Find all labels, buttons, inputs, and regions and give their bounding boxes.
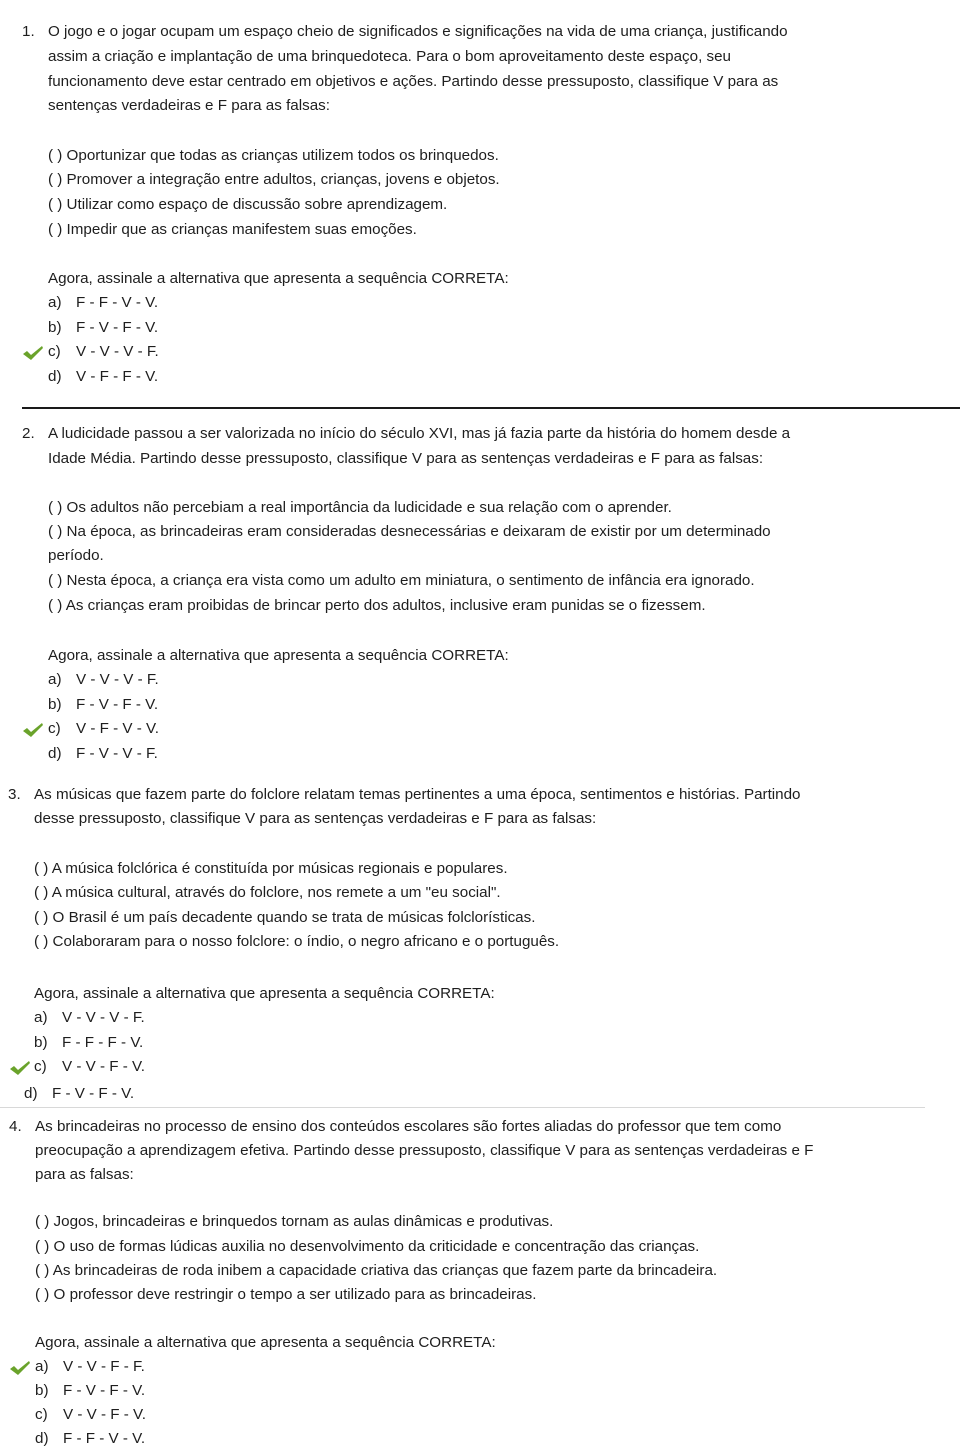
option-b[interactable] [48, 316, 158, 340]
option-letter: c) [34, 1058, 47, 1075]
option-text: F - F - F - V. [62, 1034, 144, 1051]
statement: ( ) Impedir que as crianças manifestem suas emoções. [48, 221, 417, 238]
option-letter: d) [35, 1430, 49, 1447]
option-letter: a) [34, 1009, 48, 1026]
option-a[interactable] [34, 1006, 145, 1030]
option-letter: b) [48, 319, 62, 336]
correct-check-icon [9, 1060, 31, 1076]
question-prompt-line: sentenças verdadeiras e F para as falsas: [48, 97, 330, 114]
statement: ( ) Utilizar como espaço de discussão sobre aprendizagem. [48, 196, 448, 213]
option-c[interactable] [48, 340, 159, 364]
option-letter: d) [24, 1085, 38, 1102]
question-prompt-line: funcionamento deve estar centrado em objetivos e ações. Partindo desse pressuposto, classifique V para as [48, 73, 779, 90]
option-letter: d) [48, 745, 62, 762]
option-a[interactable] [48, 291, 158, 315]
option-a[interactable] [35, 1355, 145, 1379]
option-text: F - F - V - V. [76, 294, 159, 311]
option-letter: c) [48, 720, 61, 737]
option-b[interactable] [34, 1031, 143, 1055]
instruction: Agora, assinale a alternativa que apresenta a sequência CORRETA: [48, 647, 509, 664]
option-letter: b) [48, 696, 62, 713]
option-text: V - V - F - V. [63, 1406, 146, 1423]
question-prompt-line: desse pressuposto, classifique V para as sentenças verdadeiras e F para as falsas: [34, 810, 597, 827]
correct-check-icon [22, 722, 44, 738]
instruction: Agora, assinale a alternativa que apresenta a sequência CORRETA: [35, 1334, 496, 1351]
option-letter: c) [48, 343, 61, 360]
option-text: F - V - F - V. [76, 696, 159, 713]
statement: ( ) A música cultural, através do folclore, nos remete a um "eu social". [34, 884, 501, 901]
option-text: V - V - F - V. [62, 1058, 145, 1075]
option-text: V - V - V - F. [76, 343, 159, 360]
option-text: F - V - F - V. [63, 1382, 146, 1399]
option-d[interactable] [24, 1082, 134, 1106]
option-letter: c) [35, 1406, 48, 1423]
question-prompt-line: As músicas que fazem parte do folclore relatam temas pertinentes a uma época, sentimentos e histórias. Partindo [34, 786, 801, 803]
option-letter: b) [35, 1382, 49, 1399]
statement: ( ) Nesta época, a criança era vista como um adulto em miniatura, o sentimento de infância era ignorado. [48, 572, 755, 589]
statement: ( ) Jogos, brincadeiras e brinquedos tornam as aulas dinâmicas e produtivas. [35, 1213, 554, 1230]
option-letter: d) [48, 368, 62, 385]
option-c[interactable] [48, 717, 159, 741]
question-prompt-line: O jogo e o jogar ocupam um espaço cheio de significados e significações na vida de uma criança, justificando [48, 23, 788, 40]
correct-check-icon [22, 345, 44, 361]
option-b[interactable] [48, 693, 158, 717]
option-letter: b) [34, 1034, 48, 1051]
option-a[interactable] [48, 668, 159, 692]
divider [22, 407, 960, 409]
option-d[interactable] [35, 1427, 145, 1451]
option-text: V - F - V - V. [76, 720, 159, 737]
question-prompt-line: As brincadeiras no processo de ensino dos conteúdos escolares são fortes aliadas do professor que tem como [35, 1118, 782, 1135]
option-text: F - V - F - V. [76, 319, 159, 336]
option-c[interactable] [35, 1403, 146, 1427]
question-prompt-line: A ludicidade passou a ser valorizada no início do século XVI, mas já fazia parte da história do homem desde a [48, 425, 791, 442]
option-c[interactable] [34, 1055, 145, 1079]
statement: período. [48, 547, 104, 564]
option-letter: a) [48, 294, 62, 311]
question-number: 4. [9, 1118, 22, 1135]
option-d[interactable] [48, 742, 158, 766]
option-letter: a) [35, 1358, 49, 1375]
statement: ( ) As brincadeiras de roda inibem a capacidade criativa das crianças que fazem parte da brincadeira. [35, 1262, 718, 1279]
statement: ( ) Na época, as brincadeiras eram consideradas desnecessárias e deixaram de existir por um determinado [48, 523, 771, 540]
option-text: F - V - V - F. [76, 745, 158, 762]
statement: ( ) O Brasil é um país decadente quando se trata de músicas folclorísticas. [34, 909, 536, 926]
statement: ( ) O professor deve restringir o tempo a ser utilizado para as brincadeiras. [35, 1286, 537, 1303]
statement: ( ) A música folclórica é constituída por músicas regionais e populares. [34, 860, 508, 877]
statement: ( ) Promover a integração entre adultos, crianças, jovens e objetos. [48, 171, 500, 188]
question-number: 1. [22, 23, 35, 40]
statement: ( ) Os adultos não percebiam a real importância da ludicidade e sua relação com o aprender. [48, 499, 672, 516]
statement: ( ) Colaboraram para o nosso folclore: o índio, o negro africano e o português. [34, 933, 560, 950]
statement: ( ) Oportunizar que todas as crianças utilizem todos os brinquedos. [48, 147, 499, 164]
question-prompt-line: assim a criação e implantação de uma brinquedoteca. Para o bom aproveitamento deste espaço, seu [48, 48, 731, 65]
correct-check-icon [9, 1360, 31, 1376]
statement: ( ) O uso de formas lúdicas auxilia no desenvolvimento da criticidade e concentração das crianças. [35, 1238, 700, 1255]
divider [0, 1107, 925, 1108]
option-b[interactable] [35, 1379, 145, 1403]
instruction: Agora, assinale a alternativa que apresenta a sequência CORRETA: [48, 270, 509, 287]
option-text: V - V - V - F. [62, 1009, 145, 1026]
option-text: V - V - V - F. [76, 671, 159, 688]
question-prompt-line: preocupação a aprendizagem efetiva. Partindo desse pressuposto, classifique V para as sentenças verdadeiras e F [35, 1142, 814, 1159]
question-prompt-line: Idade Média. Partindo desse pressuposto, classifique V para as sentenças verdadeiras e F para as falsas: [48, 450, 764, 467]
option-text: F - V - F - V. [52, 1085, 135, 1102]
statement: ( ) As crianças eram proibidas de brincar perto dos adultos, inclusive eram punidas se o fizessem. [48, 597, 706, 614]
option-letter: a) [48, 671, 62, 688]
question-number: 3. [8, 786, 21, 803]
question-prompt-line: para as falsas: [35, 1166, 134, 1183]
instruction: Agora, assinale a alternativa que apresenta a sequência CORRETA: [34, 985, 495, 1002]
option-text: F - F - V - V. [63, 1430, 146, 1447]
question-number: 2. [22, 425, 35, 442]
option-text: V - V - F - F. [63, 1358, 145, 1375]
option-d[interactable] [48, 365, 158, 389]
option-text: V - F - F - V. [76, 368, 159, 385]
